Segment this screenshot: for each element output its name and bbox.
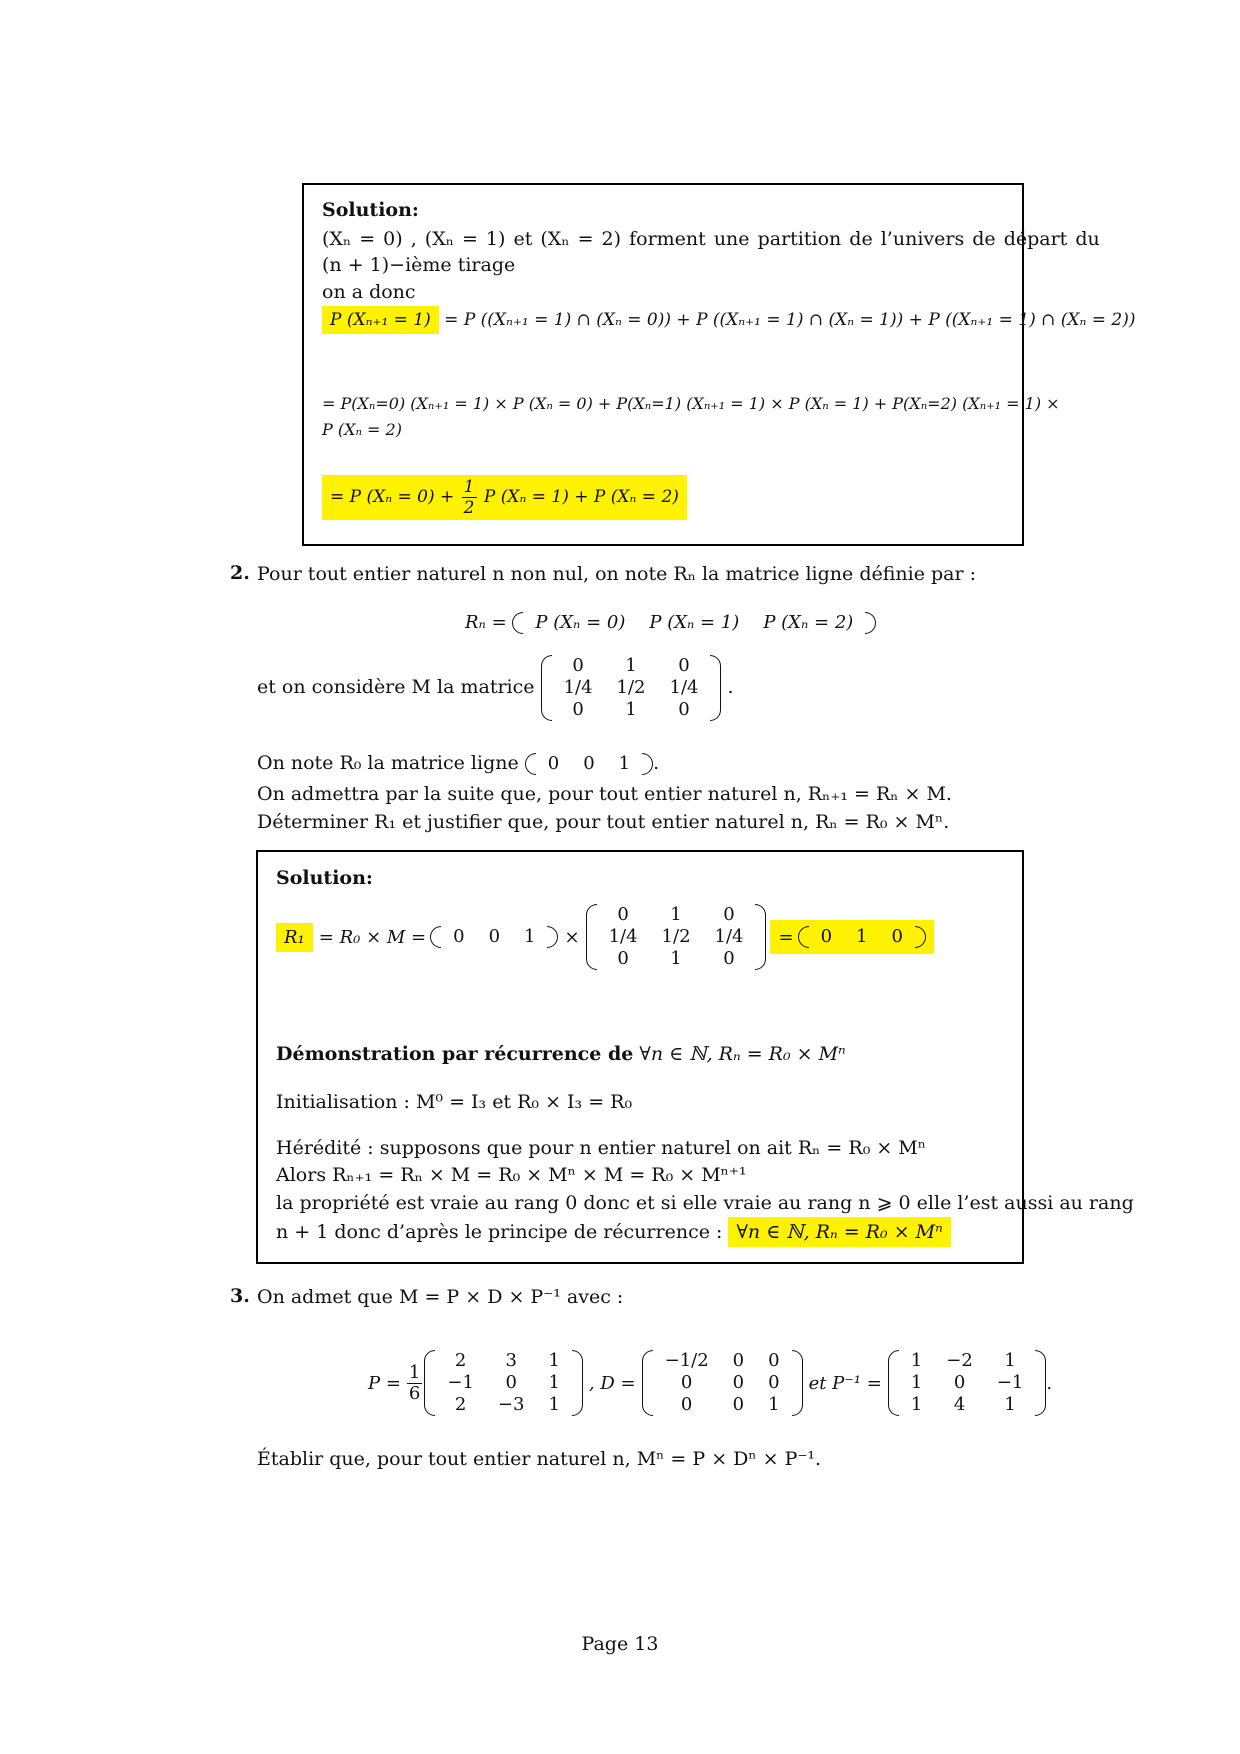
matrix-cell: 4 (953, 1394, 966, 1415)
demo-title: Démonstration par récurrence de (276, 1043, 634, 1065)
matrix-cell: 1 (856, 926, 868, 947)
matrix-p-inverse (888, 1350, 1047, 1416)
end-dot: . (1046, 1372, 1053, 1394)
fraction (407, 1363, 422, 1404)
highlighted-result (322, 475, 687, 520)
highlighted-term: P (Xₙ₊₁ = 1) (322, 306, 439, 334)
matrix-cell: −1 (996, 1372, 1024, 1393)
matrix-intro: et on considère M la matrice (257, 676, 535, 698)
highlighted-conclusion: ∀n ∈ ℕ, Rₙ = R₀ × Mⁿ (728, 1217, 950, 1247)
matrix-cell: 0 (572, 699, 584, 720)
matrix-cell: 0 (723, 948, 735, 969)
matrix-cell: 0 (678, 655, 690, 676)
equation-line: P (Xₙ = 2) (322, 420, 402, 439)
matrix-m (541, 655, 722, 721)
matrix-cell: 1 (1004, 1350, 1016, 1371)
matrix-cell: 2 (454, 1394, 467, 1415)
matrix-cell: 0 (768, 1350, 780, 1371)
matrix-cell: 1/2 (661, 926, 691, 947)
heredite-text: Hérédité : supposons que pour n entier naturel on ait Rₙ = R₀ × Mⁿ (276, 1137, 926, 1159)
task-text: Déterminer R₁ et justifier que, pour tout entier naturel n, Rₙ = R₀ × Mⁿ. (257, 811, 950, 833)
question-number: 3. (230, 1285, 250, 1307)
matrix-cell: 1 (618, 753, 631, 774)
admit-text: On admettra par la suite que, pour tout entier naturel n, Rₙ₊₁ = Rₙ × M. (257, 783, 952, 805)
matrix-cell: P (Xₙ = 2) (763, 612, 854, 633)
matrix-m (586, 904, 767, 970)
matrix-cell: 0 (572, 655, 584, 676)
initialisation-text: Initialisation : M⁰ = I₃ et R₀ × I₃ = R₀ (276, 1091, 633, 1113)
matrix-cell: 0 (680, 1372, 693, 1393)
matrix-cell: 0 (678, 699, 690, 720)
solution-text: (n + 1)−ième tirage (322, 254, 516, 276)
matrix-cell: 0 (953, 1372, 966, 1393)
matrix-cell: 1 (548, 1394, 560, 1415)
result-pre: = P (Xₙ = 0) + (330, 487, 455, 507)
question-number: 2. (230, 562, 250, 584)
d-label: , D = (588, 1372, 636, 1394)
pinv-label: et P⁻¹ = (808, 1372, 882, 1394)
matrix-cell: 1 (768, 1394, 780, 1415)
matrix-cell: −3 (497, 1394, 525, 1415)
fraction-denominator: 2 (463, 498, 475, 518)
matrix-cell: 0 (820, 926, 833, 947)
matrix-cell: 1 (670, 904, 682, 925)
rn-label: Rₙ = (465, 612, 507, 633)
matrix-cell: 0 (680, 1394, 693, 1415)
rn-definition (465, 612, 876, 634)
matrix-cell: 0 (617, 904, 629, 925)
matrix-cell: 1 (548, 1372, 560, 1393)
result-post: P (Xₙ = 1) + P (Xₙ = 2) (483, 487, 679, 507)
solution-heading: Solution: (322, 199, 419, 221)
r1-row-matrix (798, 926, 926, 948)
matrix-cell: 1 (524, 926, 536, 947)
matrix-cell: 1/2 (616, 677, 646, 698)
matrix-cell: 0 (453, 926, 465, 947)
equation-expression: = P ((Xₙ₊₁ = 1) ∩ (Xₙ = 0)) + P ((Xₙ₊₁ = 1) ∩ (Xₙ = 1)) + P ((Xₙ₊₁ = 1) ∩ (Xₙ = 2)) (444, 310, 1136, 330)
r0-row-matrix (430, 926, 558, 948)
matrix-cell: 1 (910, 1394, 923, 1415)
fraction-numerator: 1 (408, 1361, 421, 1383)
matrix-cell: 3 (505, 1350, 517, 1371)
matrix-cell: −1/2 (664, 1350, 709, 1371)
equals-sign: = (778, 926, 794, 948)
matrix-cell: 1 (910, 1372, 923, 1393)
fraction (462, 477, 477, 518)
matrix-cell: 1/4 (563, 677, 593, 698)
page-number: Page 13 (581, 1633, 659, 1655)
r0-line: On note R₀ la matrice ligne 0 0 1 . (257, 752, 660, 774)
demo-statement: ∀n ∈ ℕ, Rₙ = R₀ × Mⁿ (639, 1043, 846, 1065)
rn-row-matrix (512, 612, 876, 634)
r1-label: R₁ (276, 923, 313, 952)
heredite-text: Alors Rₙ₊₁ = Rₙ × M = R₀ × Mⁿ × M = R₀ × Mⁿ⁺¹ (276, 1164, 747, 1186)
r1-expression: = R₀ × M = (318, 926, 427, 948)
demo-title-line (276, 1042, 846, 1066)
matrix-cell: P (Xₙ = 1) (649, 612, 740, 633)
matrix-cell: 0 (617, 948, 629, 969)
task-text: Établir que, pour tout entier naturel n, Mⁿ = P × Dⁿ × P⁻¹. (257, 1448, 822, 1470)
matrix-cell: 0 (583, 753, 595, 774)
matrix-cell: 1/4 (714, 926, 744, 947)
matrices-pd-pinv (368, 1338, 1052, 1428)
r1-result (770, 920, 933, 954)
r0-row-matrix (525, 753, 653, 775)
matrix-cell: 0 (732, 1350, 745, 1371)
matrix-d (642, 1350, 803, 1416)
matrix-p (424, 1350, 583, 1416)
matrix-cell: 1 (910, 1350, 923, 1371)
matrix-cell: P (Xₙ = 0) (535, 612, 626, 633)
fraction-numerator: 1 (463, 477, 475, 497)
matrix-cell: 0 (768, 1372, 780, 1393)
matrix-cell: 0 (488, 926, 501, 947)
matrix-cell: 1 (548, 1350, 560, 1371)
solution-text: on a donc (322, 281, 416, 303)
matrix-cell: 1 (1004, 1394, 1016, 1415)
p-label: P = (368, 1372, 401, 1394)
r1-computation (276, 892, 934, 982)
matrix-cell: −1 (447, 1372, 474, 1393)
matrix-cell: 0 (547, 753, 560, 774)
solution-text: (Xₙ = 0) , (Xₙ = 1) et (Xₙ = 2) forment une partition de l’univers de départ du (322, 228, 1100, 250)
equation-line (322, 308, 1136, 332)
solution-heading: Solution: (276, 867, 373, 889)
fraction-denominator: 6 (408, 1382, 421, 1404)
matrix-cell: 1 (625, 655, 637, 676)
r0-intro: On note R₀ la matrice ligne (257, 752, 519, 774)
matrix-cell: 1 (670, 948, 682, 969)
matrix-cell: 0 (732, 1394, 745, 1415)
matrix-cell: 2 (454, 1350, 467, 1371)
heredite-text: la propriété est vraie au rang 0 donc et si elle vraie au rang n ⩾ 0 elle l’est aussi au rang (276, 1192, 1134, 1214)
times-sign: × (564, 926, 580, 948)
matrix-cell: 1/4 (669, 677, 699, 698)
matrix-cell: 1/4 (608, 926, 638, 947)
matrix-cell: 0 (732, 1372, 745, 1393)
conclusion-text: n + 1 donc d’après le principe de récurrence : (276, 1221, 723, 1243)
matrix-m-line: et on considère M la matrice 0 1 0 1/4 1/2 1/4 0 1 0 . (257, 655, 734, 720)
matrix-cell: 0 (723, 904, 735, 925)
matrix-cell: 0 (505, 1372, 517, 1393)
question-text: On admet que M = P × D × P⁻¹ avec : (257, 1286, 624, 1308)
heredite-conclusion (276, 1220, 951, 1244)
matrix-cell: −2 (946, 1350, 973, 1371)
equation-line: = P(Xₙ=0) (Xₙ₊₁ = 1) × P (Xₙ = 0) + P(Xₙ=1) (Xₙ₊₁ = 1) × P (Xₙ = 1) + P(Xₙ=2) (Xₙ₊₁ = 1) × (322, 394, 1060, 413)
matrix-cell: 1 (625, 699, 637, 720)
question-text: Pour tout entier naturel n non nul, on note Rₙ la matrice ligne définie par : (257, 563, 977, 585)
matrix-cell: 0 (891, 926, 903, 947)
